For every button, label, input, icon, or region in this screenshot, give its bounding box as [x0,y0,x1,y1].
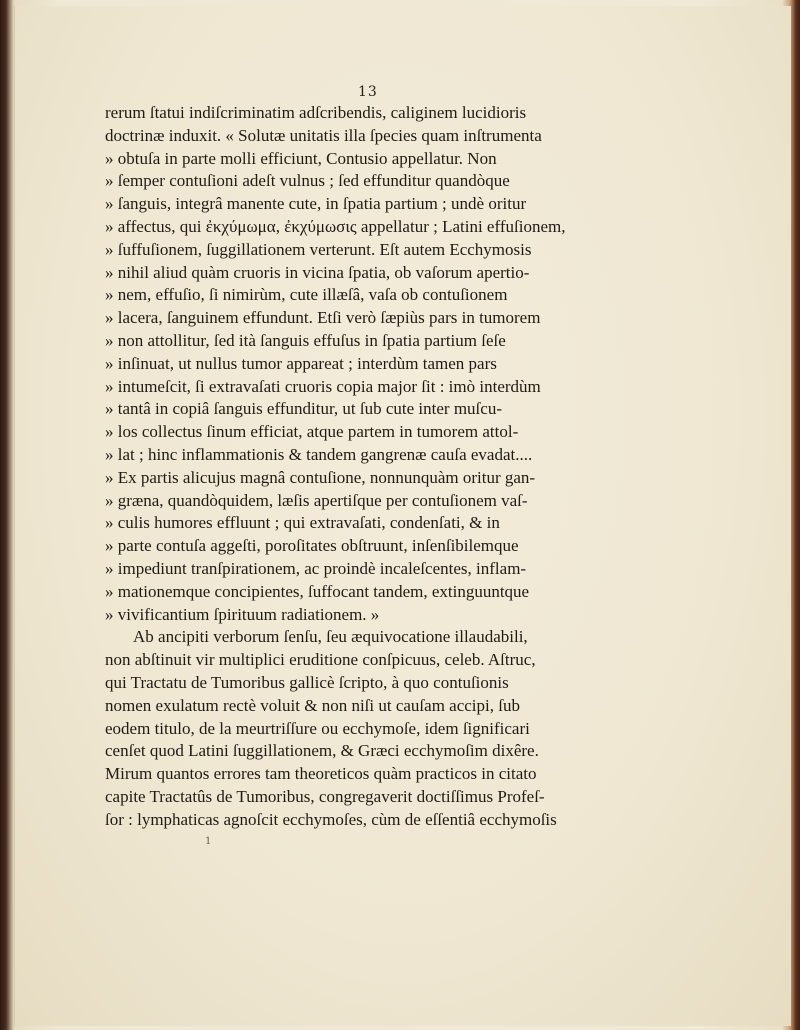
text-line: capite Tractatûs de Tumoribus, congregaverit doctiſſimus Profeſ- [105,786,545,806]
text-line: non abſtinuit vir multiplici eruditione conſpicuus, celeb. Aſtruc, [105,650,536,670]
text-line: » ſemper contuſioni adeſt vulnus ; ſed effunditur quandòque [105,171,510,191]
text-line: » intumeſcit, ſi extravaſati cruoris copia major ſit : imò interdùm [105,376,541,396]
text-line: » tantâ in copiâ ſanguis effunditur, ut ſub cute inter muſcu- [105,399,502,419]
text-line: » ſuffuſionem, ſuggillationem verterunt. Eſt autem Ecchymosis [105,239,532,259]
text-line: nomen exulatum rectè voluit & non niſi ut cauſam accipi, ſub [105,695,520,715]
text-line: qui Tractatu de Tumoribus gallicè ſcripto, à quo contuſionis [105,672,509,692]
paragraph-start-line: Ab ancipiti verborum ſenſu, ſeu æquivocatione illaudabili, [133,627,528,647]
text-line: » parte contuſa aggeſti, poroſitates obſtruunt, inſenſibilemque [105,536,519,556]
text-line: » culis humores effluunt ; qui extravaſati, condenſati, & in [105,513,500,533]
text-line: doctrinæ induxit. « Solutæ unitatis illa ſpecies quam inſtrumenta [105,125,542,145]
page-number: 13 [358,84,378,100]
text-line: » mationemque concipientes, ſuffocant tandem, extinguuntque [105,581,530,601]
stray-mark: 1 [205,836,212,847]
text-line: » lat ; hinc inflammationis & tandem gangrenæ cauſa evadat.... [105,444,533,464]
page-body-text [105,102,788,832]
text-line: cenſet quod Latini ſuggillationem, & Græci ecchymoſim dixêre. [105,741,539,761]
text-line: » obtuſa in parte molli efficiunt, Contusio appellatur. Non [105,148,497,168]
text-line: Mirum quantos errores tam theoreticos quàm practicos in citato [105,764,537,784]
book-page [14,6,791,1026]
text-line: rerum ſtatui indiſcriminatim adſcribendis, caliginem lucidioris [105,103,527,122]
text-line: » ſanguis, integrâ manente cute, in ſpatia partium ; undè oritur [105,194,527,214]
text-line: » non attollitur, ſed ità ſanguis effuſus in ſpatia partium ſeſe [105,330,506,350]
text-line: eodem titulo, de la meurtriſſure ou ecchymoſe, idem ſignificari [105,718,530,738]
text-line: » affectus, qui ἐκχύμωμα, ἐκχύμωσις appellatur ; Latini effuſionem, [105,216,566,236]
text-line: » vivificantium ſpirituum radiationem. » [105,604,380,624]
text-line: » nihil aliud quàm cruoris in vicina ſpatia, ob vaſorum apertio- [105,262,530,282]
text-line: » inſinuat, ut nullus tumor appareat ; interdùm tamen pars [105,353,497,373]
text-line: ſor : lymphaticas agnoſcit ecchymoſes, cùm de eſſentiâ ecchymoſis [105,809,557,829]
text-line: » lacera, ſanguinem effundunt. Etſi verò ſæpiùs pars in tumorem [105,308,541,328]
text-line: » impediunt tranſpirationem, ac proindè incaleſcentes, inflam- [105,558,527,578]
text-line: » los collectus ſinum efficiat, atque partem in tumorem attol- [105,422,519,442]
text-line: » Ex partis alicujus magnâ contuſione, nonnunquàm oritur gan- [105,467,536,487]
text-line: » græna, quandòquidem, læſis apertiſque per contuſionem vaſ- [105,490,528,510]
text-line: » nem, effuſio, ſi nimirùm, cute illæſâ, vaſa ob contuſionem [105,285,508,305]
